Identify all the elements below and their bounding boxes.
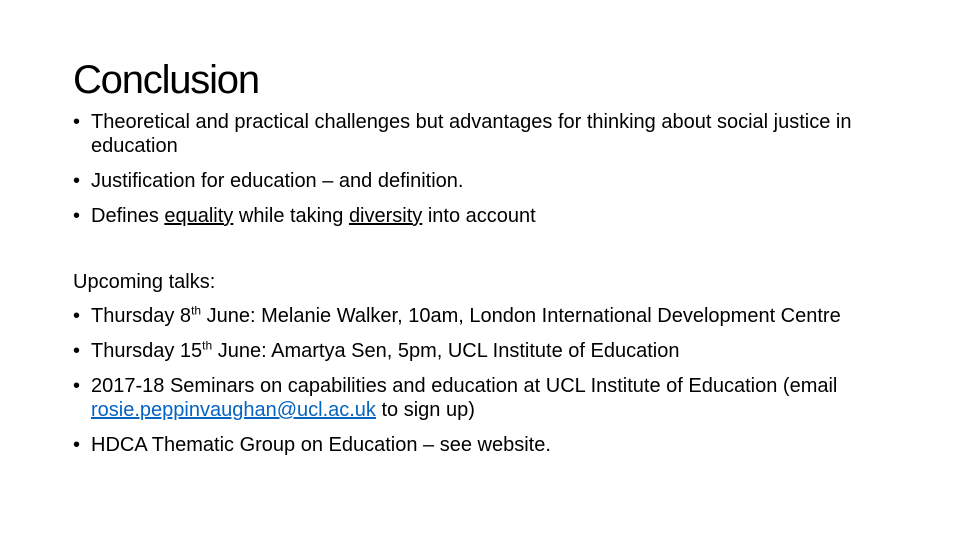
ordinal-suffix: th	[191, 303, 202, 318]
text-segment: June: Melanie Walker, 10am, London International Development Centre	[201, 305, 841, 327]
list-item	[73, 304, 893, 328]
bullet-icon: •	[73, 170, 81, 192]
text-segment: while taking	[233, 205, 349, 227]
bullet-text	[91, 305, 841, 327]
slide-body	[73, 110, 893, 468]
text-segment: 2017-18 Seminars on capabilities and education at UCL Institute of Education (email	[91, 375, 838, 397]
bullet-icon: •	[73, 305, 81, 327]
text-segment: Defines	[91, 205, 165, 227]
list-item	[73, 169, 893, 193]
text-segment: June: Amartya Sen, 5pm, UCL Institute of Education	[212, 340, 680, 362]
equality-term: equality	[164, 205, 234, 227]
text-segment: Thursday 15	[91, 340, 203, 362]
bullet-icon: •	[73, 205, 81, 227]
bullet-text: Justification for education – and definition.	[91, 170, 464, 192]
bullet-icon: •	[73, 375, 81, 397]
ordinal-suffix: th	[202, 338, 213, 353]
bullet-icon: •	[73, 340, 81, 362]
bullet-text	[91, 375, 837, 421]
list-item	[73, 374, 893, 422]
bullet-text: Theoretical and practical challenges but advantages for thinking about social justice in education	[91, 111, 852, 157]
text-segment: into account	[422, 205, 536, 227]
bullet-text	[91, 205, 536, 227]
bullet-icon: •	[73, 434, 81, 456]
list-item	[73, 433, 893, 457]
upcoming-talks-list	[73, 304, 893, 457]
bullet-icon: •	[73, 111, 81, 133]
bullet-text: HDCA Thematic Group on Education – see website.	[91, 434, 551, 456]
bullet-text	[91, 340, 679, 362]
text-segment: to sign up)	[375, 399, 475, 421]
diversity-term: diversity	[348, 205, 423, 227]
list-item	[73, 339, 893, 363]
slide-title: Conclusion	[73, 58, 259, 102]
email-link[interactable]: rosie.peppinvaughan@ucl.ac.uk	[91, 399, 376, 421]
list-item	[73, 204, 893, 228]
text-segment: Thursday 8	[91, 305, 192, 327]
conclusion-list	[73, 110, 893, 228]
upcoming-heading: Upcoming talks:	[73, 271, 216, 293]
list-item	[73, 110, 893, 158]
